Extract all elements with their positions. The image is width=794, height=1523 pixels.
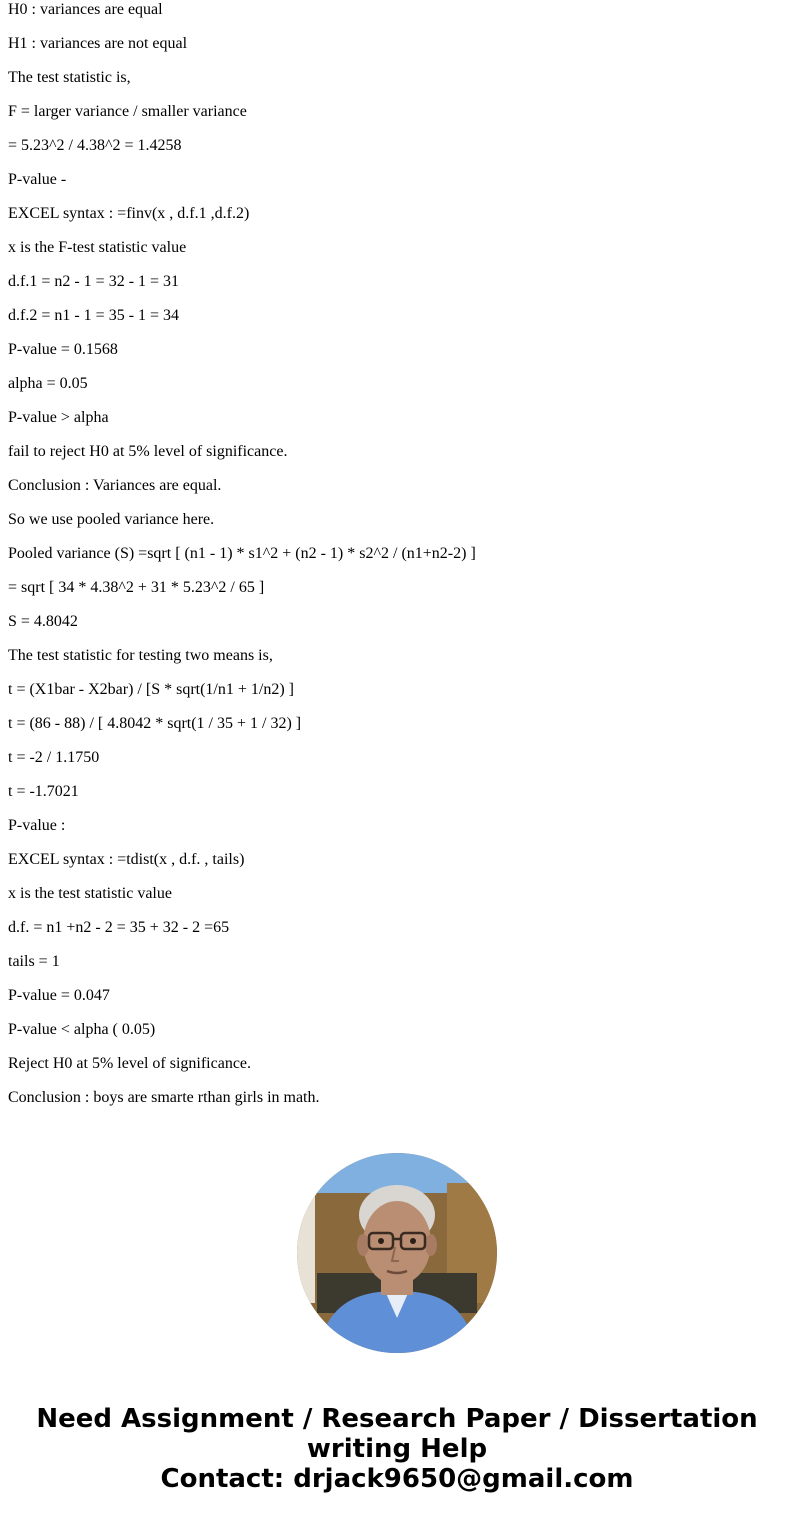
solution-line: x is the test statistic value <box>8 885 172 902</box>
contact-email: Contact: drjack9650@gmail.com <box>160 1464 634 1494</box>
solution-line: Conclusion : Variances are equal. <box>8 477 222 494</box>
solution-line: t = -2 / 1.1750 <box>8 749 100 766</box>
solution-line: d.f. = n1 +n2 - 2 = 35 + 32 - 2 =65 <box>8 919 230 936</box>
author-avatar <box>297 1153 497 1353</box>
solution-line: EXCEL syntax : =tdist(x , d.f. , tails) <box>8 851 245 868</box>
solution-text <box>8 0 788 1122</box>
solution-line: d.f.2 = n1 - 1 = 35 - 1 = 34 <box>8 307 180 324</box>
solution-line: Conclusion : boys are smarte rthan girls in math. <box>8 1089 320 1106</box>
solution-line: t = (86 - 88) / [ 4.8042 * sqrt(1 / 35 + 1 / 32) ] <box>8 715 302 732</box>
solution-line: alpha = 0.05 <box>8 375 88 392</box>
promo-banner <box>0 1404 794 1494</box>
person-photo-icon <box>297 1153 497 1353</box>
solution-line: P-value = 0.047 <box>8 987 110 1004</box>
solution-line: = sqrt [ 34 * 4.38^2 + 31 * 5.23^2 / 65 ] <box>8 579 265 596</box>
promo-line: writing Help <box>306 1434 488 1464</box>
solution-line: P-value < alpha ( 0.05) <box>8 1021 156 1038</box>
promo-line: Need Assignment / Research Paper / Dissertation <box>36 1404 758 1434</box>
solution-line: F = larger variance / smaller variance <box>8 103 247 120</box>
solution-line: Pooled variance (S) =sqrt [ (n1 - 1) * s1^2 + (n2 - 1) * s2^2 / (n1+n2-2) ] <box>8 545 476 562</box>
solution-line: = 5.23^2 / 4.38^2 = 1.4258 <box>8 137 182 154</box>
solution-line: x is the F-test statistic value <box>8 239 187 256</box>
solution-line: P-value : <box>8 817 66 834</box>
solution-line: t = -1.7021 <box>8 783 79 800</box>
solution-line: d.f.1 = n2 - 1 = 32 - 1 = 31 <box>8 273 180 290</box>
solution-line: H0 : variances are equal <box>8 1 163 18</box>
solution-line: tails = 1 <box>8 953 60 970</box>
solution-line: P-value - <box>8 171 67 188</box>
solution-line: t = (X1bar - X2bar) / [S * sqrt(1/n1 + 1/n2) ] <box>8 681 294 698</box>
solution-line: Reject H0 at 5% level of significance. <box>8 1055 252 1072</box>
solution-line: P-value > alpha <box>8 409 109 426</box>
solution-line: EXCEL syntax : =finv(x , d.f.1 ,d.f.2) <box>8 205 250 222</box>
solution-line: S = 4.8042 <box>8 613 78 630</box>
solution-line: H1 : variances are not equal <box>8 35 188 52</box>
solution-line: The test statistic is, <box>8 69 131 86</box>
solution-line: So we use pooled variance here. <box>8 511 215 528</box>
solution-line: fail to reject H0 at 5% level of significance. <box>8 443 288 460</box>
solution-line: The test statistic for testing two means is, <box>8 647 273 664</box>
solution-line: P-value = 0.1568 <box>8 341 118 358</box>
